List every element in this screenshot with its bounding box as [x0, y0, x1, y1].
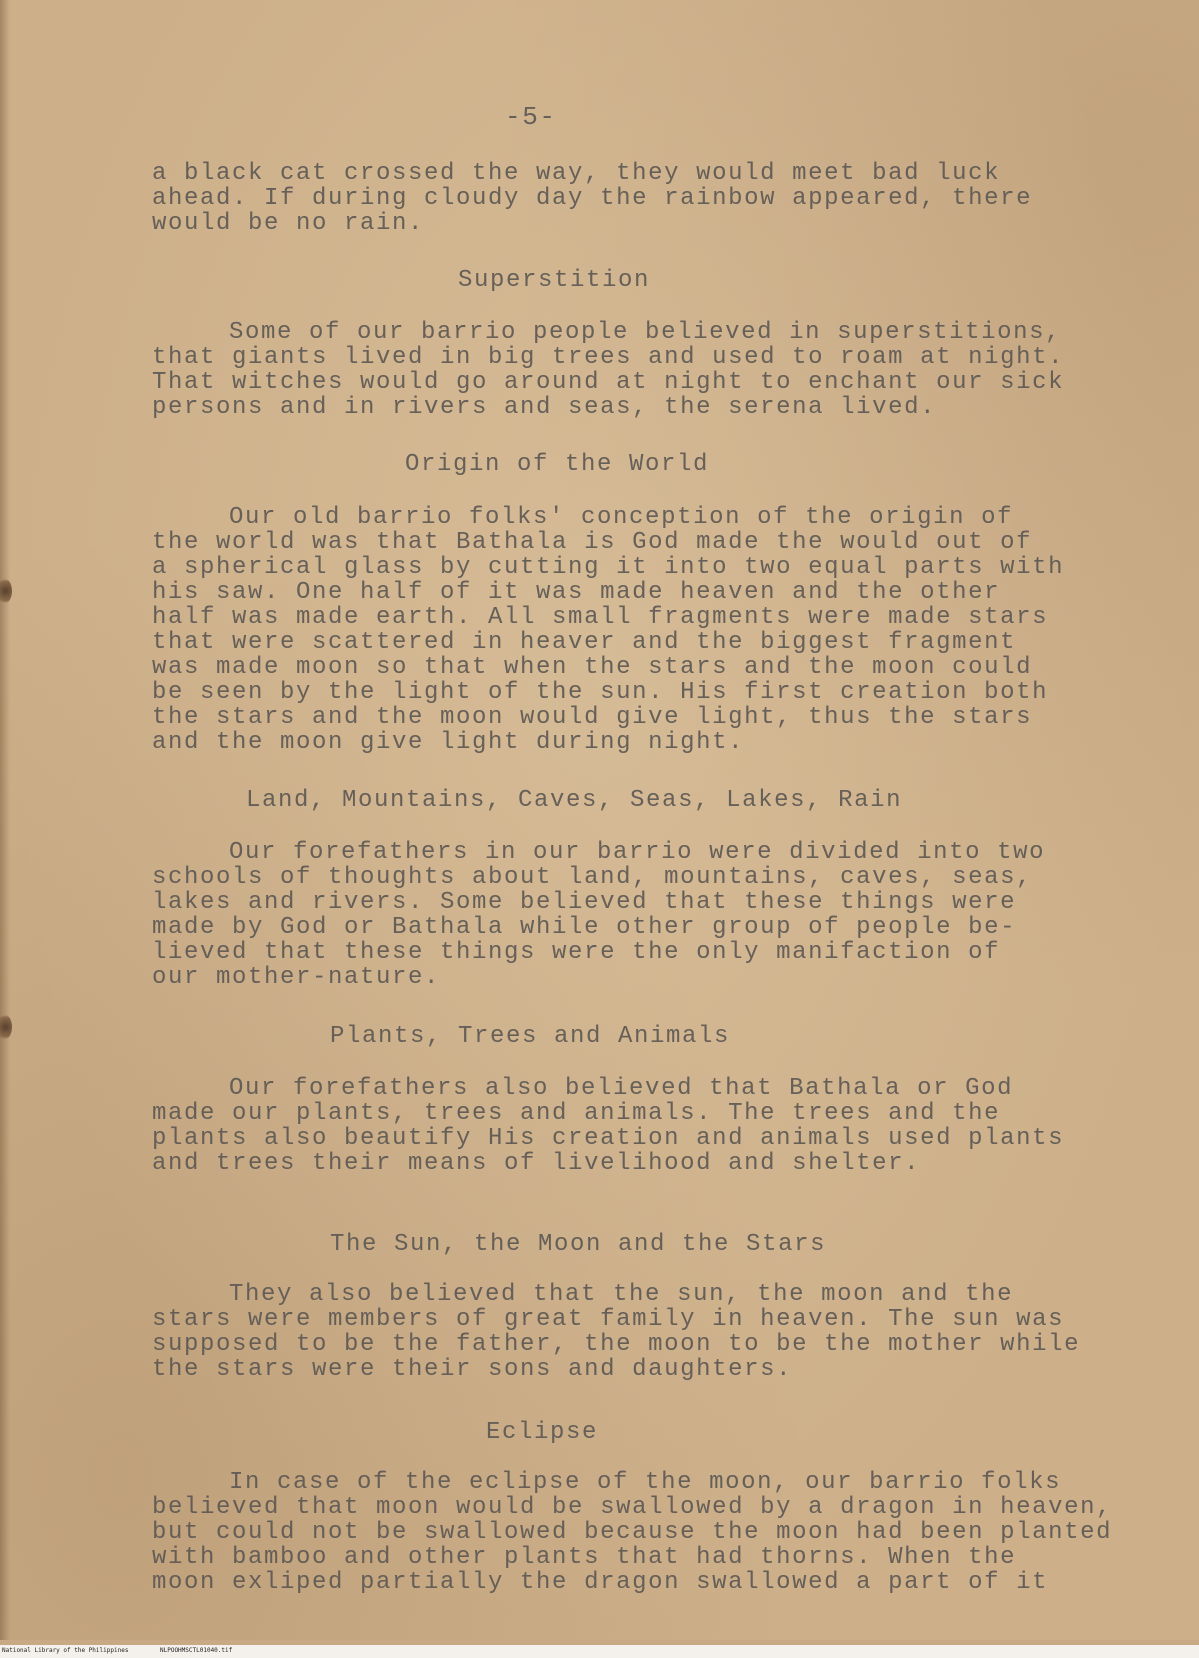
body-line: but could not be swallowed because the moon had been planted	[152, 1519, 1113, 1546]
section-heading: The Sun, the Moon and the Stars	[330, 1231, 827, 1258]
body-line: the stars and the moon would give light, thus the stars	[152, 704, 1033, 731]
body-line: made by God or Bathala while other group of people be-	[152, 914, 1017, 941]
body-line: a spherical glass by cutting it into two equal parts with	[152, 554, 1065, 581]
body-line: Our forefathers in our barrio were divided into two	[229, 839, 1046, 866]
body-line: Our old barrio folks' conception of the origin of	[229, 504, 1014, 531]
body-line: lieved that these things were the only manifaction of	[152, 939, 1001, 966]
binding-hole	[0, 1014, 12, 1040]
body-line: and the moon give light during night.	[152, 729, 745, 756]
scan-footer	[0, 1645, 1199, 1658]
body-line: ahead. If during cloudy day the rainbow appeared, there	[152, 185, 1033, 212]
body-line: a black cat crossed the way, they would meet bad luck	[152, 160, 1001, 187]
body-line: made our plants, trees and animals. The trees and the	[152, 1100, 1001, 1127]
page-edge-shadow	[0, 0, 10, 1640]
page-number: -5-	[505, 102, 557, 132]
body-line: Some of our barrio people believed in superstitions,	[229, 319, 1062, 346]
body-line: stars were members of great family in heaven. The sun was	[152, 1306, 1065, 1333]
body-line: and trees their means of livelihood and shelter.	[152, 1150, 921, 1177]
body-line: the stars were their sons and daughters.	[152, 1356, 793, 1383]
body-line: his saw. One half of it was made heaven and the other	[152, 579, 1001, 606]
body-line: Our forefathers also believed that Bathala or God	[229, 1075, 1014, 1102]
body-line: was made moon so that when the stars and the moon could	[152, 654, 1033, 681]
body-line: that were scattered in heaver and the biggest fragment	[152, 629, 1017, 656]
body-line: That witches would go around at night to enchant our sick	[152, 369, 1065, 396]
body-line: be seen by the light of the sun. His first creation both	[152, 679, 1049, 706]
body-line: the world was that Bathala is God made the would out of	[152, 529, 1033, 556]
body-line: with bamboo and other plants that had thorns. When the	[152, 1544, 1017, 1571]
body-line: In case of the eclipse of the moon, our barrio folks	[229, 1469, 1062, 1496]
body-line: supposed to be the father, the moon to be the mother while	[152, 1331, 1081, 1358]
body-line: believed that moon would be swallowed by a dragon in heaven,	[152, 1494, 1113, 1521]
section-heading: Superstition	[458, 267, 651, 294]
footer-file: NLPOOHMSCTL01040.tif	[160, 1647, 233, 1654]
section-heading: Plants, Trees and Animals	[330, 1023, 731, 1050]
body-line: They also believed that the sun, the moon and the	[229, 1281, 1014, 1308]
body-line: persons and in rivers and seas, the serena lived.	[152, 394, 937, 421]
body-line: our mother-nature.	[152, 964, 441, 991]
body-line: moon exliped partially the dragon swallowed a part of it	[152, 1569, 1049, 1596]
body-line: lakes and rivers. Some believed that these things were	[152, 889, 1017, 916]
section-heading: Origin of the World	[405, 451, 710, 478]
section-heading: Land, Mountains, Caves, Seas, Lakes, Rain	[246, 787, 903, 814]
footer-library: National Library of the Philippines	[2, 1647, 129, 1654]
body-line: plants also beautify His creation and animals used plants	[152, 1125, 1065, 1152]
body-line: that giants lived in big trees and used to roam at night.	[152, 344, 1065, 371]
body-line: half was made earth. All small fragments were made stars	[152, 604, 1049, 631]
binding-hole	[0, 578, 12, 604]
section-heading: Eclipse	[486, 1419, 599, 1446]
body-line: schools of thoughts about land, mountains, caves, seas,	[152, 864, 1033, 891]
body-line: would be no rain.	[152, 210, 425, 237]
